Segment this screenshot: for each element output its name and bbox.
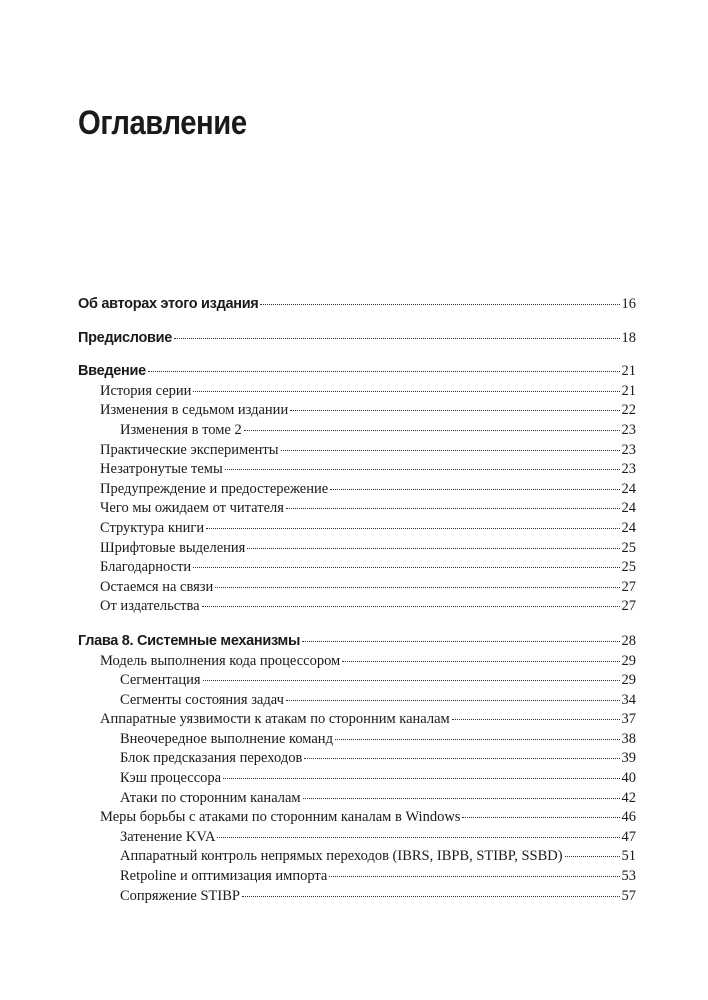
toc-entry-label: Чего мы ожидаем от читателя [100,500,284,517]
toc-entry[interactable] [78,578,636,598]
toc-entry-page: 38 [621,730,636,747]
toc-entry-page: 21 [621,382,636,399]
dot-leader [329,876,619,877]
dot-leader [247,548,619,549]
toc-entry-label: Затенение KVA [120,828,216,845]
dot-leader [193,391,619,392]
toc-entry-label: Атаки по сторонним каналам [120,789,301,806]
toc-entry[interactable] [78,749,636,769]
toc-entry-label: Предисловие [78,329,172,346]
toc-entry[interactable] [78,847,636,867]
toc-entry-page: 34 [621,691,636,708]
toc-entry-page: 22 [621,402,636,419]
toc-entry-page: 21 [621,363,636,380]
toc-entry[interactable] [78,769,636,789]
toc-entry-label: Сегментация [120,672,201,689]
toc-entry-page: 51 [621,848,636,865]
toc-entry[interactable] [78,295,636,315]
toc-entry-page: 23 [621,441,636,458]
dot-leader [335,739,620,740]
dot-leader [281,450,620,451]
toc-entry-page: 27 [621,598,636,615]
toc-entry-page: 25 [621,539,636,556]
dot-leader [244,430,620,431]
dot-leader [193,567,619,568]
page-title: Оглавление [78,104,247,142]
toc-entry[interactable] [78,480,636,500]
dot-leader [462,817,619,818]
toc-entry-page: 42 [621,789,636,806]
toc-entry[interactable] [78,362,636,382]
toc-entry-label: Сегменты состояния задач [120,691,284,708]
toc-entry-page: 23 [621,461,636,478]
toc-entry[interactable] [78,558,636,578]
toc-entry-page: 25 [621,559,636,576]
toc-entry-page: 16 [621,296,636,312]
toc-entry-page: 27 [621,578,636,595]
toc-entry-label: Блок предсказания переходов [120,750,303,767]
toc-entry[interactable] [78,671,636,691]
toc-entry-label: Глава 8. Системные механизмы [78,632,301,649]
dot-leader [330,489,619,490]
dot-leader [286,700,620,701]
toc-entry[interactable] [78,652,636,672]
toc-entry[interactable] [78,421,636,441]
toc-entry-page: 18 [621,329,636,346]
dot-leader [225,469,620,470]
dot-leader [304,758,619,759]
dot-leader [565,856,620,857]
toc-entry-label: Изменения в седьмом издании [100,402,289,419]
toc-entry-label: Кэш процессора [120,770,222,787]
toc-entry-label: Изменения в томе 2 [120,421,242,438]
toc-entry-page: 28 [621,632,636,649]
dot-leader [242,896,620,897]
toc-entry-page: 47 [621,828,636,845]
dot-leader [303,798,620,799]
toc-entry[interactable] [78,887,636,907]
toc-entry[interactable] [78,808,636,828]
toc-entry-label: Аппаратный контроль непрямых переходов (IBRS, IBPB, STIBP, SSBD) [120,848,563,865]
toc-entry-label: Незатронутые темы [100,461,223,478]
toc-entry-page: 40 [621,770,636,787]
dot-leader [148,371,620,372]
toc-entry-page: 24 [621,519,636,536]
dot-leader [223,778,619,779]
toc-entry[interactable] [78,401,636,421]
toc-entry-page: 24 [621,480,636,497]
toc-entry[interactable] [78,828,636,848]
toc-entry-label: Меры борьбы с атаками по сторонним каналам в Windows [100,809,461,826]
toc-entry-label: Аппаратные уязвимости к атакам по сторонним каналам [100,711,450,728]
dot-leader [302,641,619,642]
toc-entry[interactable] [78,499,636,519]
dot-leader [286,508,620,509]
toc-entry-label: Retpoline и оптимизация импорта [120,868,328,885]
dot-leader [290,410,619,411]
toc-entry-page: 37 [621,711,636,728]
toc-entry-label: Сопряжение STIBP [120,887,240,904]
toc-entry[interactable] [78,519,636,539]
dot-leader [202,606,620,607]
toc-entry-label: История серии [100,382,192,399]
toc-entry[interactable] [78,867,636,887]
table-of-contents [78,295,636,906]
dot-leader [342,661,619,662]
toc-entry-page: 39 [621,750,636,767]
toc-entry-label: Модель выполнения кода процессором [100,652,341,669]
dot-leader [260,304,619,305]
toc-entry-label: Практические эксперименты [100,441,279,458]
dot-leader [206,528,619,529]
toc-entry[interactable] [78,382,636,402]
toc-entry-label: Об авторах этого издания [78,296,259,312]
toc-entry[interactable] [78,597,636,617]
toc-entry[interactable] [78,691,636,711]
toc-entry-page: 29 [621,672,636,689]
toc-entry-label: Благодарности [100,559,192,576]
dot-leader [217,837,619,838]
toc-entry-page: 24 [621,500,636,517]
toc-entry[interactable] [78,441,636,461]
toc-entry[interactable] [78,632,636,652]
toc-entry-label: Внеочередное выполнение команд [120,730,333,747]
toc-entry-label: Предупреждение и предостережение [100,480,329,497]
toc-entry-label: От издательства [100,598,200,615]
toc-entry[interactable] [78,730,636,750]
toc-entry-page: 29 [621,652,636,669]
dot-leader [174,338,620,339]
toc-entry-label: Остаемся на связи [100,578,214,595]
toc-entry-label: Введение [78,363,146,380]
toc-entry[interactable] [78,460,636,480]
toc-entry-page: 53 [621,868,636,885]
toc-entry-label: Шрифтовые выделения [100,539,246,556]
toc-entry[interactable] [78,329,636,349]
toc-entry[interactable] [78,710,636,730]
toc-entry-page: 57 [621,887,636,904]
toc-entry-label: Структура книги [100,519,205,536]
dot-leader [203,680,620,681]
dot-leader [215,587,619,588]
toc-entry-page: 46 [621,809,636,826]
dot-leader [452,719,620,720]
toc-entry[interactable] [78,789,636,809]
toc-entry-page: 23 [621,421,636,438]
toc-entry[interactable] [78,539,636,559]
